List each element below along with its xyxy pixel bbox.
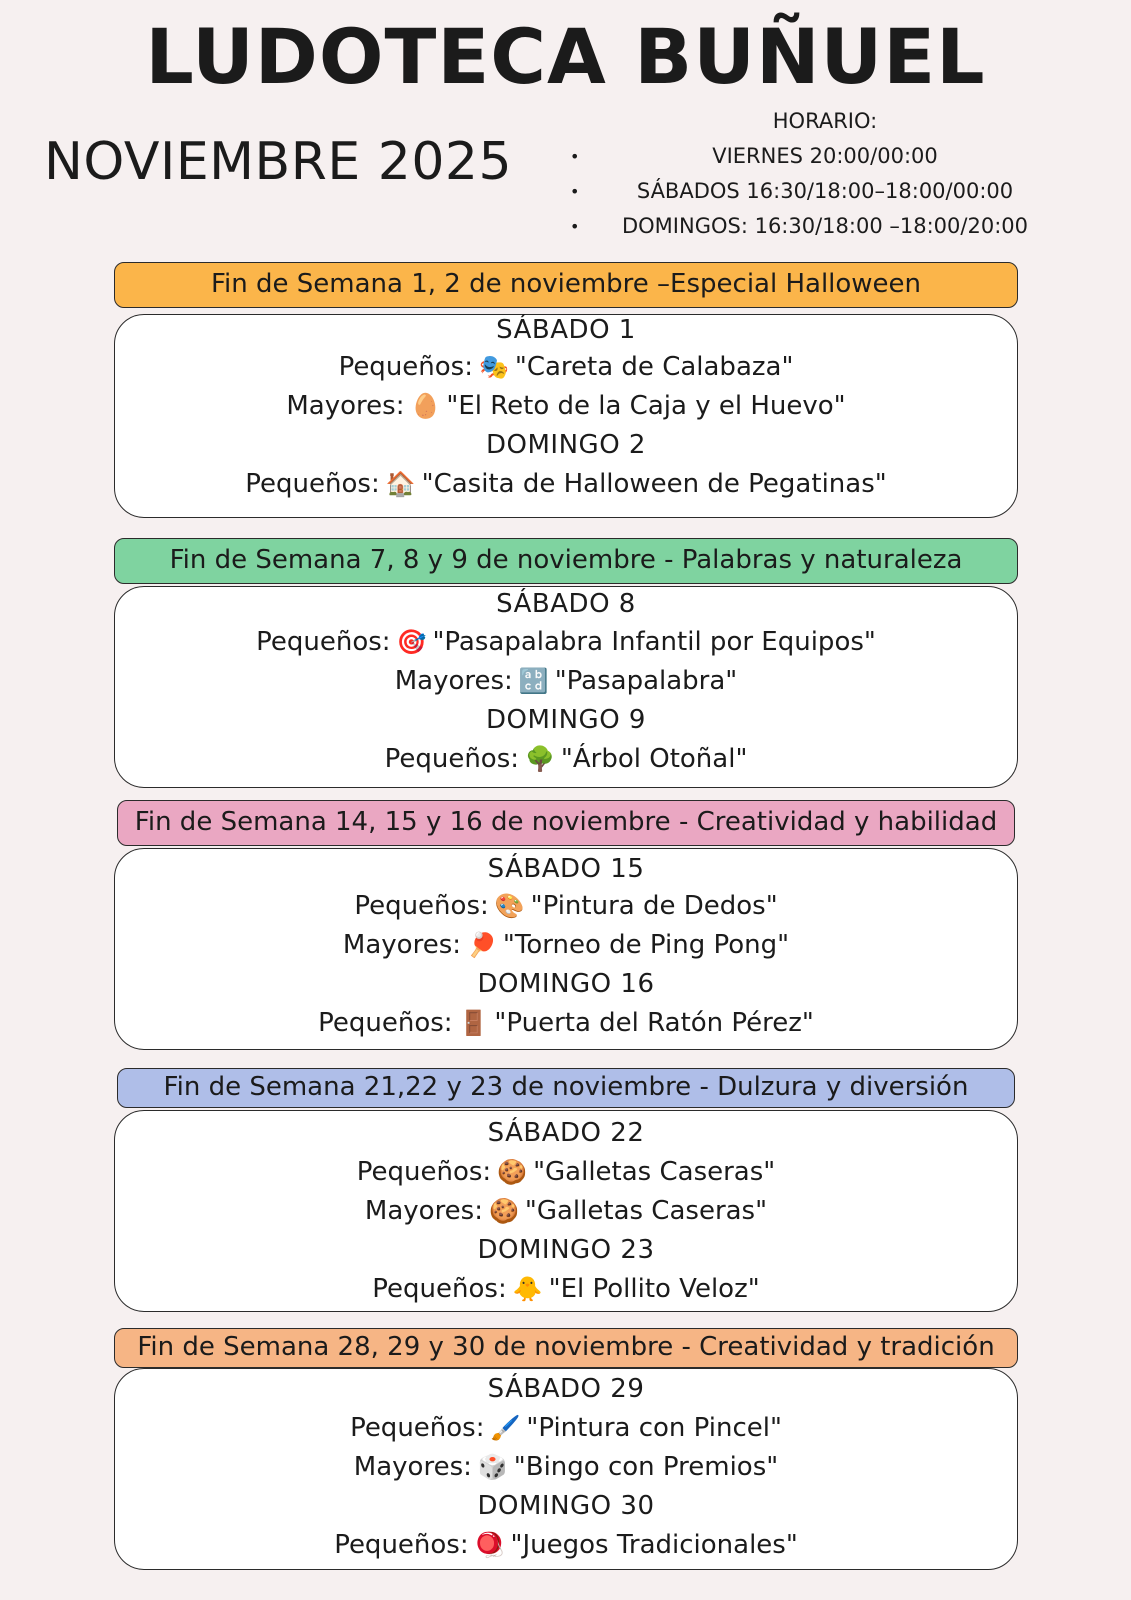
sunday-label: DOMINGO 9 xyxy=(486,705,646,735)
weekend-banner: Fin de Semana 1, 2 de noviembre –Especial Halloween xyxy=(114,262,1018,308)
activity-small: Pequeños: 🎨 "Pintura de Dedos" xyxy=(115,887,1017,926)
bullet-icon: • xyxy=(570,147,580,166)
activity-small: Pequeños: 🎭 "Careta de Calabaza" xyxy=(115,348,1017,387)
activity-small: Pequeños: 🍪 "Galletas Caseras" xyxy=(115,1153,1017,1192)
activity-big: Mayores: 🍪 "Galletas Caseras" xyxy=(115,1192,1017,1231)
bullet-icon: • xyxy=(570,217,580,236)
activity-big: Mayores: 🥚 "El Reto de la Caja y el Huevo" xyxy=(115,387,1017,426)
sunday-label: DOMINGO 30 xyxy=(477,1491,655,1521)
weekend-activities xyxy=(114,1368,1018,1570)
yoyo-icon: 🪀 xyxy=(474,1531,505,1559)
schedule-item-sunday: • DOMINGOS: 16:30/18:00 –18:00/20:00 xyxy=(570,209,1050,244)
chick-icon: 🐥 xyxy=(512,1275,543,1303)
palette-icon: 🎨 xyxy=(494,892,525,920)
weekend-activities xyxy=(114,314,1018,518)
saturday-label: SÁBADO 22 xyxy=(487,1118,645,1148)
bullet-icon: • xyxy=(570,182,580,201)
activity-sunday: Pequeños: 🐥 "El Pollito Veloz" xyxy=(115,1270,1017,1309)
cookie-icon: 🍪 xyxy=(489,1197,519,1225)
activity-big: Mayores: 🔡 "Pasapalabra" xyxy=(115,662,1017,701)
month-title: NOVIEMBRE 2025 xyxy=(44,132,513,192)
weekend-activities xyxy=(114,1110,1018,1312)
mask-icon: 🎭 xyxy=(478,353,509,381)
weekend-activities xyxy=(114,848,1018,1050)
cookie-icon: 🍪 xyxy=(497,1158,528,1186)
activity-big: Mayores: 🏓 "Torneo de Ping Pong" xyxy=(115,926,1017,965)
activity-big: Mayores: 🎲 "Bingo con Premios" xyxy=(115,1448,1017,1487)
page-title: LUDOTECA BUÑUEL xyxy=(145,12,986,101)
weekend-activities xyxy=(114,586,1018,788)
schedule-item-friday: • VIERNES 20:00/00:00 xyxy=(570,139,1050,174)
activity-sunday: Pequeños: 🏠 "Casita de Halloween de Pegatinas" xyxy=(115,465,1017,504)
saturday-label: SÁBADO 8 xyxy=(496,589,636,619)
activity-small: Pequeños: 🎯 "Pasapalabra Infantil por Equipos" xyxy=(115,623,1017,662)
sunday-label: DOMINGO 16 xyxy=(477,969,655,999)
weekend-banner: Fin de Semana 14, 15 y 16 de noviembre - Creatividad y habilidad xyxy=(117,800,1015,846)
ping-pong-icon: 🏓 xyxy=(467,931,497,959)
house-icon: 🏠 xyxy=(385,470,416,498)
activity-sunday: Pequeños: 🪀 "Juegos Tradicionales" xyxy=(115,1526,1017,1565)
egg-icon: 🥚 xyxy=(410,392,441,420)
saturday-label: SÁBADO 15 xyxy=(487,854,645,884)
saturday-label: SÁBADO 29 xyxy=(487,1374,645,1404)
activity-sunday: Pequeños: 🌳 "Árbol Otoñal" xyxy=(115,740,1017,779)
target-icon: 🎯 xyxy=(396,628,427,656)
weekend-banner: Fin de Semana 7, 8 y 9 de noviembre - Palabras y naturaleza xyxy=(114,538,1018,584)
letters-icon: 🔡 xyxy=(518,667,549,695)
weekend-banner: Fin de Semana 28, 29 y 30 de noviembre - Creatividad y tradición xyxy=(114,1328,1018,1368)
activity-small: Pequeños: 🖌️ "Pintura con Pincel" xyxy=(115,1409,1017,1448)
dice-icon: 🎲 xyxy=(477,1453,508,1481)
schedule-item-saturday: • SÁBADOS 16:30/18:00–18:00/00:00 xyxy=(570,174,1050,209)
schedule-list xyxy=(570,104,1050,244)
schedule-heading: HORARIO: xyxy=(772,109,878,133)
door-icon: 🚪 xyxy=(458,1009,489,1037)
activity-sunday: Pequeños: 🚪 "Puerta del Ratón Pérez" xyxy=(115,1004,1017,1043)
weekend-banner: Fin de Semana 21,22 y 23 de noviembre - Dulzura y diversión xyxy=(117,1068,1015,1108)
saturday-label: SÁBADO 1 xyxy=(496,315,636,345)
sunday-label: DOMINGO 23 xyxy=(477,1235,655,1265)
sunday-label: DOMINGO 2 xyxy=(486,430,646,460)
paintbrush-icon: 🖌️ xyxy=(490,1414,521,1442)
tree-icon: 🌳 xyxy=(525,745,555,773)
